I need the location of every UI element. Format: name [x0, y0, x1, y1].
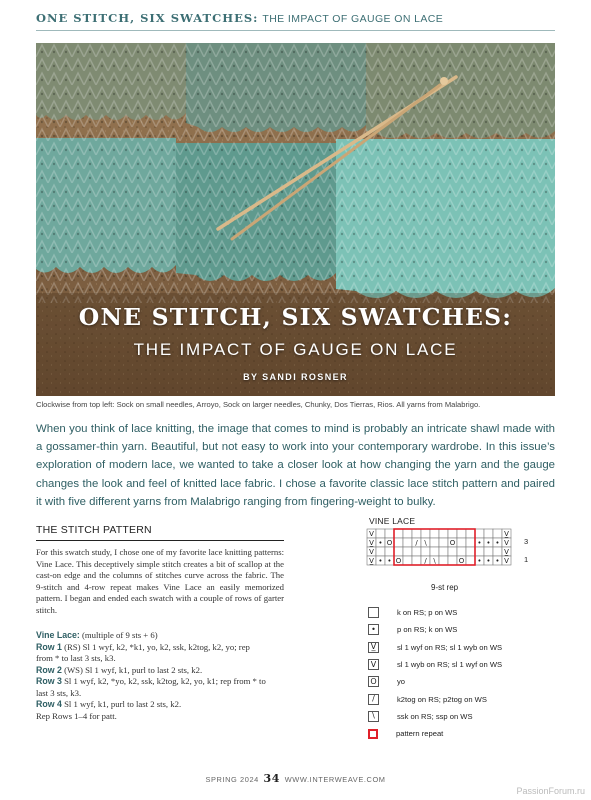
- chart-cell: [403, 556, 412, 565]
- chart-cell: [394, 547, 403, 556]
- chart-symbol: O: [386, 539, 393, 547]
- chart-symbol: •: [477, 539, 482, 547]
- chart-cell: [412, 547, 421, 556]
- chart-symbol: /: [424, 557, 427, 565]
- chart-symbol: V̲: [369, 557, 374, 565]
- chart-symbol: •: [378, 557, 383, 565]
- chart-symbol: V: [504, 557, 509, 565]
- photo-caption: Clockwise from top left: Sock on small needles, Arroyo, Sock on larger needles, Chunky, Dos Tierras, Rios. All yarns from Malabrigo.: [36, 400, 481, 409]
- pattern-row: Row 2 (WS) Sl 1 wyf, k1, purl to last 2 sts, k2.: [36, 664, 203, 675]
- chart-symbol: V̲: [504, 530, 509, 538]
- intro-paragraph: When you think of lace knitting, the image that comes to mind is probably an intricate shawl made with a gossamer-thin yarn. Beautiful, but not easy to work into your contemporary wardrobe. In this issue’s exploration of modern lace, we wanted to take a closer look at how changing the yarn and the gauge changes the look and feel of knitted lace fabric. I chose a favorite classic lace stitch pattern and paired it with five different yarns from Malabrigo ranging from fingering-weight to bulky.: [36, 423, 555, 508]
- key-label: sl 1 wyf on RS; sl 1 wyb on WS: [397, 642, 503, 652]
- chart-cell: [448, 547, 457, 556]
- vine-lace-chart: [366, 528, 529, 570]
- folio: [0, 772, 591, 785]
- pattern-row: Rep Rows 1–4 for patt.: [36, 710, 117, 721]
- chart-cell: [457, 547, 466, 556]
- chart-symbol: V̲: [504, 548, 509, 556]
- slip-wyb-icon: V: [368, 659, 379, 670]
- pattern-row: Row 1 (RS) Sl 1 wyf, k2, *k1, yo, k2, ssk, k2tog, k2, yo; rep: [36, 641, 250, 652]
- chart-row-number: 3: [524, 537, 529, 546]
- header-rule: [36, 30, 555, 31]
- chart-cell: [457, 538, 466, 547]
- chart-cell: [475, 529, 484, 538]
- chart-cell: [466, 538, 475, 547]
- repeat-box-icon: [368, 729, 378, 739]
- chart-cell: [484, 529, 493, 538]
- chart-symbol: /: [415, 539, 418, 547]
- key-row: [368, 656, 568, 673]
- chart-symbol: V: [504, 539, 509, 547]
- pattern-row: from * to last 3 sts, k3.: [36, 653, 116, 663]
- chart-cell: [430, 547, 439, 556]
- chart-cell: [385, 547, 394, 556]
- chart-cell: [403, 538, 412, 547]
- key-row: [368, 690, 568, 707]
- chart-cell: [421, 529, 430, 538]
- pattern-row: last 3 sts, k3.: [36, 687, 82, 698]
- chart-row-number: 1: [524, 555, 529, 564]
- chart-cell: [439, 529, 448, 538]
- chart-cell: [439, 556, 448, 565]
- chart-symbol: O: [395, 557, 402, 565]
- folio-site: WWW.INTERWEAVE.COM: [284, 775, 386, 784]
- chart-cell: [484, 547, 493, 556]
- chart-cell: [376, 547, 385, 556]
- stitch-pattern-paragraph: For this swatch study, I chose one of my favorite lace knitting patterns: Vine Lace. This deceptively simple stitch creates a bit of scallop at the cast-on edge and the columns of stitches curve across the fabric. The 9-stitch and 4-row repeat makes Vine Lace an easily memorized pattern. I began and ended each swatch with a couple of rows of garter stitch.: [36, 547, 284, 615]
- key-row: [368, 604, 568, 621]
- chart-key: [368, 604, 568, 742]
- watermark: PassionForum.ru: [516, 786, 585, 796]
- chart-symbol: O: [449, 539, 456, 547]
- hero-photo: [36, 43, 555, 396]
- yarnover-icon: O: [368, 676, 379, 687]
- chart-cell: [412, 556, 421, 565]
- chart-symbol: •: [495, 557, 500, 565]
- key-label: pattern repeat: [396, 729, 444, 739]
- key-label: k on RS; p on WS: [397, 608, 458, 618]
- slip-wyf-icon: V̲: [368, 642, 379, 653]
- section-heading: THE STITCH PATTERN: [36, 524, 152, 536]
- chart-cell: [466, 547, 475, 556]
- key-label: yo: [397, 677, 406, 687]
- running-head-title: ONE STITCH, SIX SWATCHES:: [36, 11, 259, 25]
- dot-icon: •: [368, 624, 379, 635]
- chart-symbol: •: [495, 539, 500, 547]
- chart-symbol: V: [369, 548, 374, 556]
- pattern-rows: [36, 642, 288, 723]
- chart-cell: [439, 547, 448, 556]
- pattern-row: Row 3 Sl 1 wyf, k2, *yo, k2, ssk, k2tog, k2, yo, k1; rep from * to: [36, 676, 266, 686]
- running-head-subtitle: THE IMPACT OF GAUGE ON LACE: [262, 13, 444, 25]
- chart-symbol: •: [387, 557, 392, 565]
- chart-symbol: •: [486, 557, 491, 565]
- key-row: [368, 725, 568, 742]
- chart-cell: [403, 529, 412, 538]
- page-number: 34: [263, 772, 281, 785]
- pattern-row: Row 4 Sl 1 wyf, k1, purl to last 2 sts, k2.: [36, 699, 182, 709]
- chart-cell: [493, 529, 502, 538]
- chart-symbol: \: [424, 539, 427, 547]
- chart-cell: [448, 529, 457, 538]
- ssk-icon: \: [368, 711, 379, 722]
- chart-cell: [385, 529, 394, 538]
- running-head: [36, 11, 443, 25]
- chart-title: VINE LACE: [369, 516, 416, 526]
- chart-cell: [430, 538, 439, 547]
- k2tog-icon: /: [368, 694, 379, 705]
- chart-grid: [366, 528, 512, 566]
- chart-symbol: O: [458, 557, 465, 565]
- key-label: p on RS; k on WS: [397, 625, 458, 635]
- chart-repeat-label: 9-st rep: [431, 583, 459, 592]
- key-label: sl 1 wyb on RS; sl 1 wyf on WS: [397, 660, 503, 670]
- chart-cell: [493, 547, 502, 556]
- pattern-title: Vine Lace: (multiple of 9 sts + 6): [36, 630, 158, 640]
- chart-cell: [439, 538, 448, 547]
- hero-byline: BY SANDI ROSNER: [243, 372, 348, 382]
- chart-cell: [475, 547, 484, 556]
- chart-cell: [421, 547, 430, 556]
- hero-title: ONE STITCH, SIX SWATCHES:: [78, 303, 513, 331]
- key-row: [368, 639, 568, 656]
- section-rule: [36, 540, 284, 541]
- empty-square-icon: [368, 607, 379, 618]
- chart-symbol: \: [433, 557, 436, 565]
- chart-cell: [403, 547, 412, 556]
- chart-symbol: V̲: [369, 539, 374, 547]
- pattern-instructions: [36, 630, 288, 722]
- chart-cell: [466, 529, 475, 538]
- chart-cell: [394, 529, 403, 538]
- key-row: [368, 673, 568, 690]
- chart-cell: [448, 556, 457, 565]
- key-label: k2tog on RS; p2tog on WS: [397, 694, 487, 704]
- chart-cell: [457, 529, 466, 538]
- key-row: [368, 708, 568, 725]
- chart-symbol: •: [477, 557, 482, 565]
- chart-cell: [412, 529, 421, 538]
- chart-cell: [394, 538, 403, 547]
- folio-season: SPRING 2024: [205, 775, 259, 784]
- key-row: [368, 621, 568, 638]
- chart-cell: [466, 556, 475, 565]
- chart-cell: [430, 529, 439, 538]
- chart-symbol: V: [369, 530, 374, 538]
- chart-symbol: •: [486, 539, 491, 547]
- chart-symbol: •: [378, 539, 383, 547]
- key-label: ssk on RS; ssp on WS: [397, 711, 473, 721]
- chart-cell: [376, 529, 385, 538]
- hero-subtitle: THE IMPACT OF GAUGE ON LACE: [133, 340, 458, 359]
